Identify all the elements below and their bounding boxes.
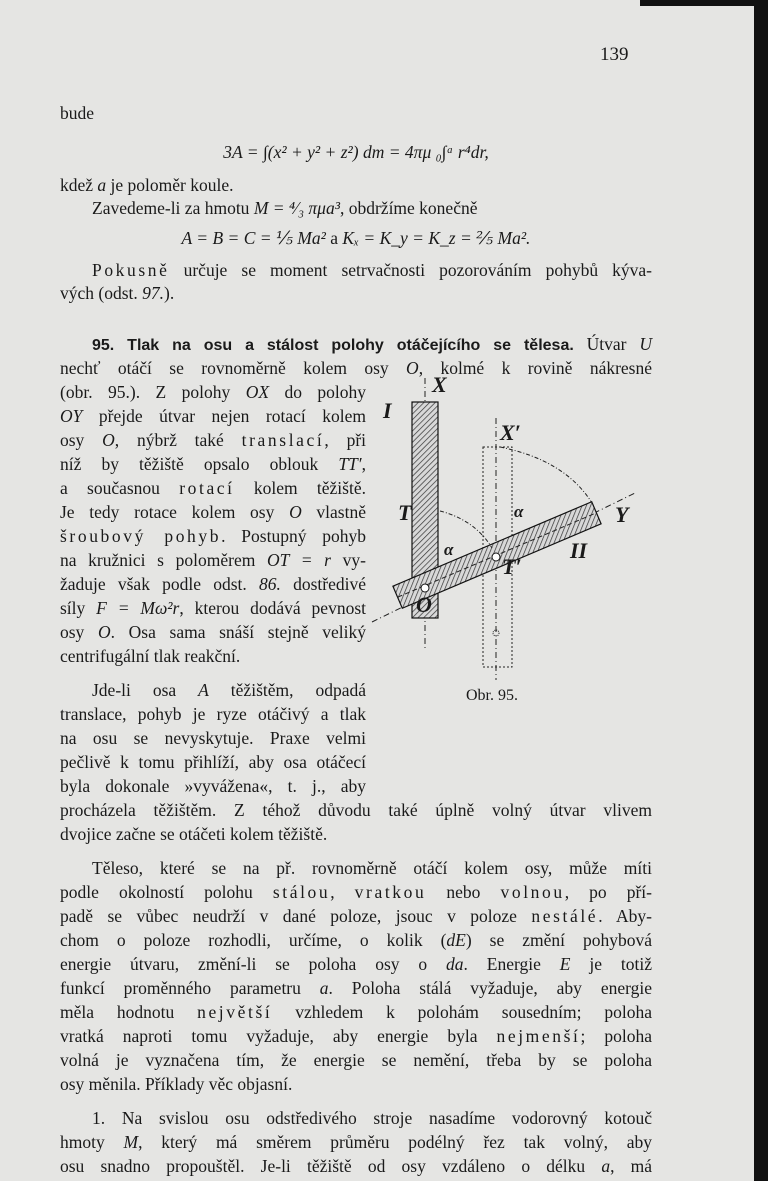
text-segment: funkcí proměnného parametru <box>60 978 320 998</box>
text-segment: , který má směrem průměru podélný řez tak volný, aby <box>138 1132 652 1152</box>
text-segment: Zavedeme-li za hmotu <box>92 198 254 218</box>
text-segment: bude <box>60 103 95 123</box>
text-segment: , obdržíme konečně <box>339 198 478 218</box>
text-segment: OT = r <box>267 550 331 570</box>
text-line <box>60 977 652 999</box>
text-line <box>60 857 652 879</box>
text-segment: . Osa sama snáší stejně veliký <box>110 622 366 642</box>
label-alpha-1: α <box>514 502 524 521</box>
text-line <box>60 751 366 773</box>
text-line <box>60 929 652 951</box>
text-segment: kolem těžiště. <box>234 478 366 498</box>
text-segment: ; poloha <box>580 1026 652 1046</box>
text-segment: nestálé <box>531 906 599 926</box>
text-segment: osy měnila. Příklady věc objasní. <box>60 1074 293 1094</box>
text-line <box>60 1001 652 1023</box>
text-segment: procházela těžištěm. Z téhož důvodu také úplně volný útvar vlivem <box>60 800 652 820</box>
text-line <box>60 1155 652 1177</box>
figure-caption: Obr. 95. <box>466 687 518 704</box>
label-x: X <box>432 372 447 397</box>
text-segment: . Aby- <box>598 906 652 926</box>
centroid-t-prime <box>492 553 500 561</box>
text-line <box>60 621 366 643</box>
text-segment: 95. Tlak na osu a stálost polohy otáčejícího se tělesa. <box>92 337 574 354</box>
text-segment: a <box>97 175 107 195</box>
text-line <box>60 1049 652 1071</box>
text-segment: vlastně <box>301 502 366 522</box>
text-line <box>60 823 652 845</box>
text-segment: určuje se moment setrvačnosti pozorováním pohybů kýva- <box>169 260 652 280</box>
text-segment: největší <box>197 1002 273 1022</box>
text-segment: těžištěm, odpadá <box>208 680 366 700</box>
text-segment: Je tedy rotace kolem osy <box>60 502 290 522</box>
text-line <box>60 429 366 451</box>
text-line <box>60 405 366 427</box>
text-line <box>60 775 366 797</box>
text-segment: 97. <box>142 283 165 303</box>
text-segment: kdež <box>60 175 98 195</box>
text-line <box>60 645 366 667</box>
text-line <box>60 597 366 619</box>
text-segment: Těleso, které se na př. rovnoměrně otáčí kolem osy, může míti <box>92 858 652 878</box>
text-segment: O <box>97 622 111 642</box>
text-segment: vy- <box>331 550 366 570</box>
text-segment: ). <box>164 283 175 303</box>
text-segment: a současnou <box>60 478 180 498</box>
text-segment: TT′ <box>338 454 362 474</box>
text-line <box>60 881 652 903</box>
text-segment: translací <box>241 430 325 450</box>
text-line <box>60 1107 652 1129</box>
text-line <box>60 953 652 975</box>
text-segment: a <box>319 978 329 998</box>
text-segment: A <box>198 680 209 700</box>
text-line <box>60 227 652 249</box>
text-line <box>60 197 652 219</box>
text-segment: , <box>361 454 366 474</box>
text-segment: padě se vůbec neudrží v dané poloze, jsouc v poloze <box>60 906 532 926</box>
text-segment: osu snadno propouštěl. Je-li těžiště od osy vzdáleno o délku <box>60 1156 602 1176</box>
label-ii: II <box>570 538 588 563</box>
text-segment: a <box>601 1156 611 1176</box>
text-line <box>60 549 366 571</box>
label-y: Y <box>615 502 629 527</box>
text-segment: OY <box>60 406 83 426</box>
text-segment: O <box>289 502 302 522</box>
text-segment: a <box>325 228 343 248</box>
text-line <box>60 1073 652 1095</box>
text-line <box>60 501 366 523</box>
text-segment: Kₓ = K_y = K_z = ⅖ Ma². <box>342 228 531 248</box>
text-segment: je poloměr koule. <box>106 175 234 195</box>
text-segment: je totiž <box>570 954 652 974</box>
text-segment: šroubový pohyb <box>60 526 222 546</box>
text-segment: do polohy <box>269 382 366 402</box>
scan-edge <box>754 0 768 1181</box>
text-segment: O <box>102 430 115 450</box>
text-segment: stálou <box>272 882 331 902</box>
text-segment: Pokusně <box>92 260 170 280</box>
text-segment: Útvar <box>573 334 640 354</box>
text-segment: , při <box>324 430 367 450</box>
text-segment: nejmenší <box>496 1026 581 1046</box>
text-segment: volnou <box>500 882 565 902</box>
text-segment: chom o poloze rozhodli, určíme, o kolik ( <box>60 930 447 950</box>
text-segment: nechť otáčí se rovnoměrně kolem osy <box>60 358 407 378</box>
text-segment: E <box>559 954 571 974</box>
text-segment: M = ⁴⁄₃ πμa³ <box>253 198 340 218</box>
text-line <box>60 525 366 547</box>
text-segment: osy <box>60 430 103 450</box>
text-line <box>60 905 652 927</box>
text-segment: . Energie <box>463 954 560 974</box>
text-segment: U <box>639 334 652 354</box>
text-segment: (obr. 95.). Z polohy <box>60 382 246 402</box>
text-line <box>60 679 366 701</box>
text-line <box>60 259 652 281</box>
text-segment: , kterou dodává pevnost <box>179 598 366 618</box>
text-segment: rotací <box>179 478 235 498</box>
text-segment: síly <box>60 598 97 618</box>
text-line <box>60 1025 652 1047</box>
text-line <box>60 381 366 403</box>
text-segment: M <box>123 1132 139 1152</box>
text-segment: . Poloha stálá vyžaduje, aby energie <box>328 978 652 998</box>
text-segment: 86. <box>259 574 281 594</box>
text-segment: OX <box>245 382 270 402</box>
arc-xy <box>500 447 592 503</box>
label-t-prime: T′ <box>502 554 522 579</box>
text-segment: vratká naproti tomu vyžaduje, aby energie byla <box>60 1026 497 1046</box>
text-line <box>60 453 366 475</box>
text-segment: přejde útvar nejen rotací kolem <box>82 406 366 426</box>
text-segment: da <box>446 954 464 974</box>
text-segment: A = B = C = ⅕ Ma² <box>181 228 326 248</box>
text-segment: , kolmé k rovině nákresné <box>418 358 653 378</box>
text-segment: vratkou <box>354 882 427 902</box>
page-number: 139 <box>600 44 629 65</box>
text-segment: vzhledem k polohám sousedním; poloha <box>272 1002 652 1022</box>
label-i: I <box>383 398 392 423</box>
text-segment: , nýbrž také <box>114 430 242 450</box>
text-segment: hmoty <box>60 1132 124 1152</box>
text-line <box>60 703 366 725</box>
text-line <box>60 141 652 163</box>
text-line <box>60 477 366 499</box>
text-line <box>60 799 652 821</box>
pivot-o <box>421 584 429 592</box>
text-segment: centrifugální tlak reakční. <box>60 646 241 666</box>
text-segment: O <box>406 358 419 378</box>
text-segment: nebo <box>426 882 501 902</box>
text-segment: . Postupný pohyb <box>221 526 367 546</box>
text-line <box>60 282 652 304</box>
text-segment: Jde-li osa <box>92 680 199 700</box>
text-segment: podle okolností polohu <box>60 882 273 902</box>
text-line <box>60 727 366 749</box>
text-segment: translace, pohyb je ryze otáčivý a tlak <box>60 704 366 724</box>
text-segment: , <box>330 882 355 902</box>
text-segment: ) se změní pohybová <box>465 930 653 950</box>
text-segment: dostředivé <box>280 574 366 594</box>
text-segment: F = Mω²r <box>96 598 180 618</box>
text-segment: , má <box>610 1156 652 1176</box>
text-segment: byla dokonale »vyvážena«, t. j., aby <box>60 776 366 796</box>
text-segment: osy <box>60 622 98 642</box>
text-segment: , po pří- <box>564 882 652 902</box>
scan-edge-top <box>640 0 768 6</box>
label-x-prime: X′ <box>500 420 521 445</box>
text-line <box>60 333 652 355</box>
label-alpha-2: α <box>444 540 454 559</box>
text-segment: energie útvaru, změní-li se poloha osy o <box>60 954 447 974</box>
text-segment: 3A = ∫(x² + y² + z²) dm = 4πμ ₀∫ᵃ r⁴dr, <box>223 142 489 162</box>
label-t: T <box>398 500 412 525</box>
text-segment: volná je vyznačena tím, že energie se nemění, třeba by se poloha <box>60 1050 652 1070</box>
text-segment: pečlivě k tomu přihlíží, aby osa otáčecí <box>60 752 366 772</box>
text-segment: na kružnici s poloměrem <box>60 550 267 570</box>
text-line <box>60 102 652 124</box>
text-segment: dvojice začne se otáčeti kolem těžiště. <box>60 824 328 844</box>
text-line <box>60 573 366 595</box>
text-segment: 1. Na svislou osu odstředivého stroje nasadíme vodorovný kotouč <box>92 1108 652 1128</box>
text-segment: žaduje však podle odst. <box>60 574 260 594</box>
text-segment: níž by těžiště opsalo oblouk <box>60 454 339 474</box>
text-line <box>60 1131 652 1153</box>
label-o: O <box>416 592 432 617</box>
text-segment: dE <box>446 930 466 950</box>
text-line <box>60 174 652 196</box>
figure-95 <box>360 368 660 718</box>
text-segment: na osu se nevyskytuje. Praxe velmi <box>60 728 366 748</box>
text-segment: vých (odst. <box>60 283 143 303</box>
text-segment: měla hodnotu <box>60 1002 198 1022</box>
